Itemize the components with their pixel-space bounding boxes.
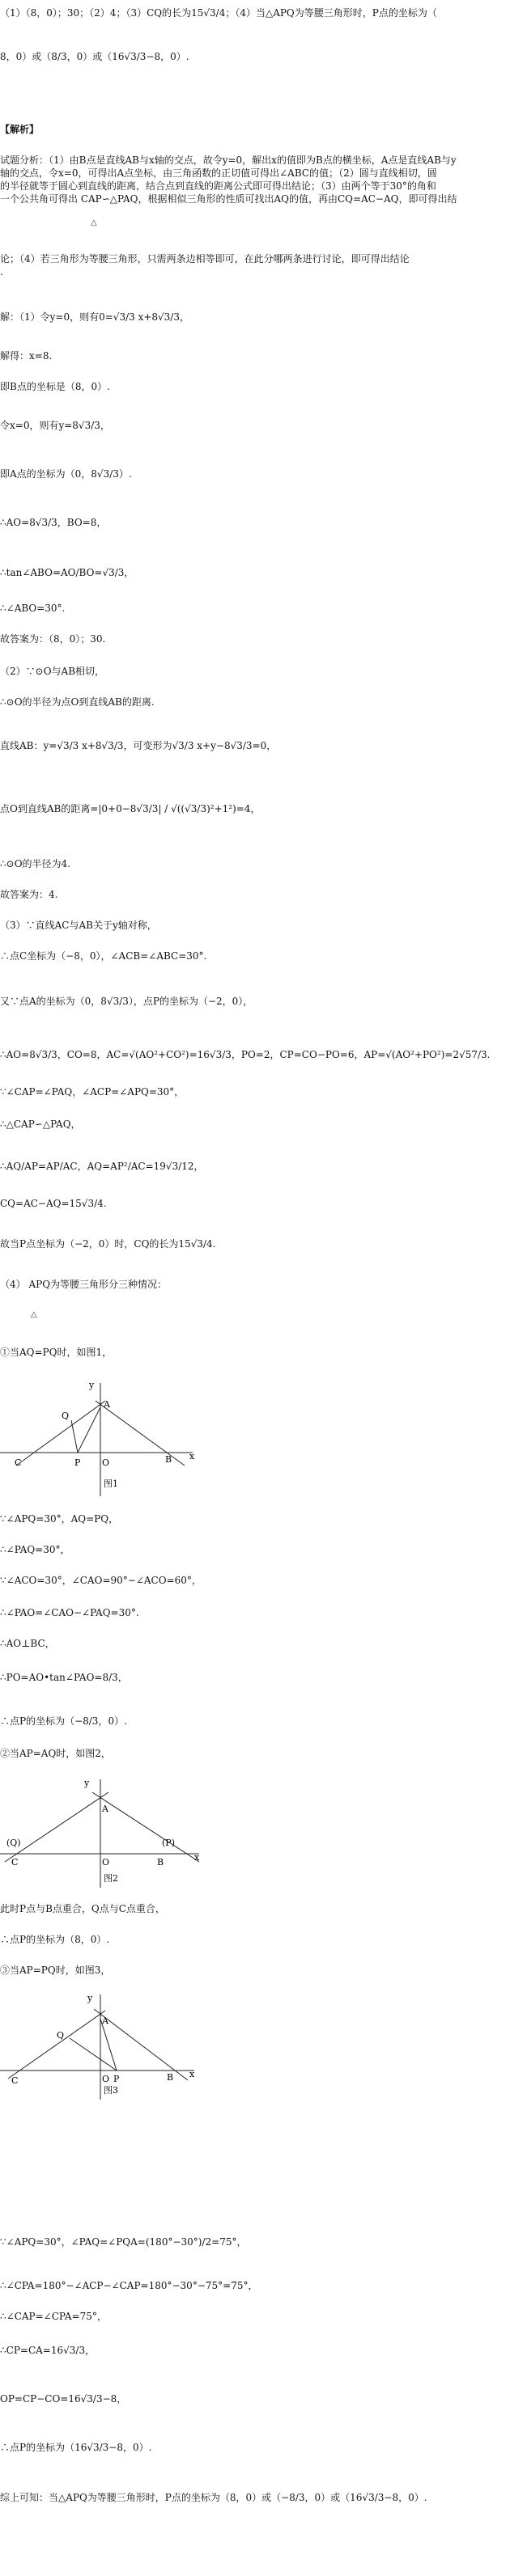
label-a: A bbox=[102, 2016, 108, 2026]
figure-2-caption: 图2 bbox=[104, 1873, 118, 1884]
label-x: x bbox=[189, 2069, 195, 2079]
s4-case1: ①当AQ=PQ时，如图1， bbox=[0, 1347, 113, 1358]
s2-f: 故答案为：4. bbox=[0, 889, 58, 900]
s4-c2a: 此时P点与B点重合，Q点与C点重合， bbox=[0, 1903, 165, 1914]
s2-a: （2）∵⊙O与AB相切， bbox=[0, 666, 105, 677]
segment-pa bbox=[100, 2019, 117, 2071]
s3-g: ∴AQ/AP=AP/AC，AQ=AP²/AC=19√3/12， bbox=[0, 1161, 204, 1172]
figure-1-caption: 图1 bbox=[104, 1478, 118, 1489]
label-b: B bbox=[165, 1454, 172, 1465]
s4-c3f: ∴点P的坐标为（16√3/3−8，0）. bbox=[0, 2442, 152, 2453]
label-o: O bbox=[102, 1857, 110, 1867]
triangle-mark: △ bbox=[31, 1310, 37, 1319]
s4-c3a: ∵∠APQ=30°，∠PAQ=∠PQA=(180°−30°)/2=75°， bbox=[0, 2236, 247, 2248]
label-o: O bbox=[102, 1457, 110, 1468]
s1-g: ∴tan∠ABO=AO/BO=√3/3， bbox=[0, 567, 134, 578]
s1-c: 即B点的坐标是（8，0）. bbox=[0, 381, 110, 392]
conclusion: 综上可知：当△APQ为等腰三角形时，P点的坐标为（8，0）或（−8/3，0）或（16√3/3−8，0）. bbox=[0, 2492, 427, 2503]
label-c: C bbox=[11, 1857, 19, 1867]
label-y: y bbox=[87, 1993, 93, 2003]
label-c: C bbox=[11, 2075, 19, 2086]
label-x: x bbox=[189, 1451, 195, 1461]
analysis-line-2: 轴的交点，令x=0，可得出A点坐标，由三角函数的正切值可得出∠ABC的值；（2）圆与直线相切，圆 bbox=[0, 167, 437, 179]
label-y: y bbox=[84, 1778, 90, 1788]
s4-case2: ②当AP=AQ时，如图2， bbox=[0, 1748, 111, 1759]
figure-3-caption: 图3 bbox=[104, 2085, 118, 2096]
s2-d: 点O到直线AB的距离=|0+0−8√3/3| / √((√3/3)²+1²)=4， bbox=[0, 803, 261, 814]
s4-c1a: ∵∠APQ=30°，AQ=PQ， bbox=[0, 1513, 119, 1525]
s4-c1e: ∴AO⊥BC， bbox=[0, 1638, 55, 1649]
label-p: P bbox=[74, 1457, 81, 1468]
s3-e: ∵∠CAP=∠PAQ，∠ACP=∠APQ=30°， bbox=[0, 1086, 185, 1098]
s1-h: ∴∠ABO=30°. bbox=[0, 603, 66, 614]
s3-b: ∴点C坐标为（−8，0），∠ACB=∠ABC=30°. bbox=[0, 950, 207, 962]
line-ac bbox=[5, 1792, 108, 1862]
s4-c2b: ∴点P的坐标为（8，0）. bbox=[0, 1934, 110, 1945]
label-y: y bbox=[89, 1380, 95, 1390]
s4-c3e: OP=CP−CO=16√3/3−8， bbox=[0, 2393, 127, 2405]
s1-f: ∴AO=8√3/3，BO=8， bbox=[0, 517, 107, 528]
s4-c1b: ∴∠PAQ=30°， bbox=[0, 1544, 70, 1555]
s1-a: 解：（1）令y=0，则有0=√3/3 x+8√3/3， bbox=[0, 311, 189, 323]
label-b: B bbox=[157, 1857, 164, 1867]
analysis-line-1: 试题分析：（1）由B点是直线AB与x轴的交点，故令y=0，解出x的值即为B点的横坐标，A点是直线AB与y bbox=[0, 154, 457, 166]
figure-2 bbox=[0, 1774, 210, 1896]
s4-c1f: ∴PO=AO•tan∠PAO=8/3， bbox=[0, 1672, 128, 1683]
analysis-tag: 【解析】 bbox=[0, 124, 40, 135]
s1-d: 令x=0，则有y=8√3/3， bbox=[0, 420, 110, 431]
figure-1 bbox=[0, 1375, 210, 1504]
line-ac bbox=[8, 2011, 105, 2079]
s2-e: ∴⊙O的半径为4. bbox=[0, 858, 70, 869]
s1-e: 即A点的坐标为（0，8√3/3）. bbox=[0, 468, 132, 480]
s3-d: ∴AO=8√3/3，CO=8，AC=√(AO²+CO²)=16√3/3，PO=2，CP=CO−PO=6，AP=√(AO²+PO²)=2√57/3. bbox=[0, 1049, 491, 1060]
segment-pq bbox=[71, 1420, 78, 1453]
analysis-line-4: 一个公共角可得出 CAP∽△PAQ，根据相似三角形的性质可找出AQ的值，再由CQ=AC−AQ，即可得出结 bbox=[0, 193, 457, 205]
s3-f: ∴△CAP∽△PAQ， bbox=[0, 1119, 81, 1130]
s4-c3d: ∴CP=CA=16√3/3， bbox=[0, 2345, 96, 2356]
s4-c1g: ∴点P的坐标为（−8/3，0）. bbox=[0, 1715, 127, 1727]
s4-intro: （4） APQ为等腰三角形分三种情况： bbox=[0, 1279, 168, 1290]
answer-line-2: 8，0）或（8/3，0）或（16√3/3−8，0）. bbox=[0, 51, 189, 62]
label-b: B bbox=[167, 2072, 174, 2083]
s3-i: 故当P点坐标为（−2，0）时，CQ的长为15√3/4. bbox=[0, 1238, 216, 1250]
figure-3 bbox=[0, 1986, 210, 2108]
s2-c: 直线AB：y=√3/3 x+8√3/3，可变形为√3/3 x+y−8√3/3=0， bbox=[0, 740, 277, 751]
label-o: O bbox=[102, 2074, 110, 2084]
answer-line-1: （1）（8，0）；30；（2）4；（3）CQ的长为15√3/4；（4）当△APQ为等腰三角形时，P点的坐标为（ bbox=[0, 7, 437, 19]
label-a: A bbox=[102, 1804, 108, 1814]
label-p: P bbox=[113, 2074, 120, 2084]
s1-i: 故答案为：（8，0）；30. bbox=[0, 633, 106, 645]
analysis-line-5: 论；（4）若三角形为等腰三角形，只需两条边相等即可，在此分哪两条进行讨论，即可得出结论 bbox=[0, 253, 410, 264]
s4-c1d: ∴∠PAO=∠CAO−∠PAQ=30°. bbox=[0, 1607, 139, 1618]
label-q: Q bbox=[62, 1411, 70, 1421]
label-c: C bbox=[15, 1457, 22, 1468]
s4-c3b: ∴∠CPA=180°−∠ACP−∠CAP=180°−30°−75°=75°， bbox=[0, 2280, 258, 2291]
analysis-line-3: 的半径就等于圆心到直线的距离，结合点到直线的距离公式即可得出结论；（3）由两个等于30°的角和 bbox=[0, 180, 436, 192]
s3-c: 又∵点A的坐标为（0，8√3/3），点P的坐标为（−2，0）， bbox=[0, 996, 253, 1007]
line-ab bbox=[92, 1792, 199, 1862]
label-x: x bbox=[194, 1852, 200, 1863]
line-ac bbox=[16, 1401, 105, 1466]
analysis-line-6: . bbox=[0, 266, 3, 277]
s3-a: （3）∵直线AC与AB关于y轴对称， bbox=[0, 920, 157, 931]
s2-b: ∴⊙O的半径为点O到直线AB的距离. bbox=[0, 696, 155, 708]
s4-case3: ③当AP=PQ时，如图3， bbox=[0, 1965, 111, 1976]
s3-h: CQ=AC−AQ=15√3/4. bbox=[0, 1198, 107, 1209]
s4-c1c: ∵∠ACO=30°，∠CAO=90°−∠ACO=60°， bbox=[0, 1575, 202, 1586]
segment-pa bbox=[78, 1407, 100, 1453]
label-q: Q bbox=[57, 2030, 65, 2041]
label-q: (Q) bbox=[6, 1838, 21, 1848]
label-p: (P) bbox=[162, 1838, 175, 1848]
label-a: A bbox=[104, 1399, 110, 1410]
s4-c3c: ∴∠CAP=∠CPA=75°， bbox=[0, 2311, 107, 2322]
triangle-mark: △ bbox=[91, 218, 97, 227]
s1-b: 解得：x=8. bbox=[0, 350, 53, 362]
segment-pq bbox=[70, 2038, 117, 2071]
